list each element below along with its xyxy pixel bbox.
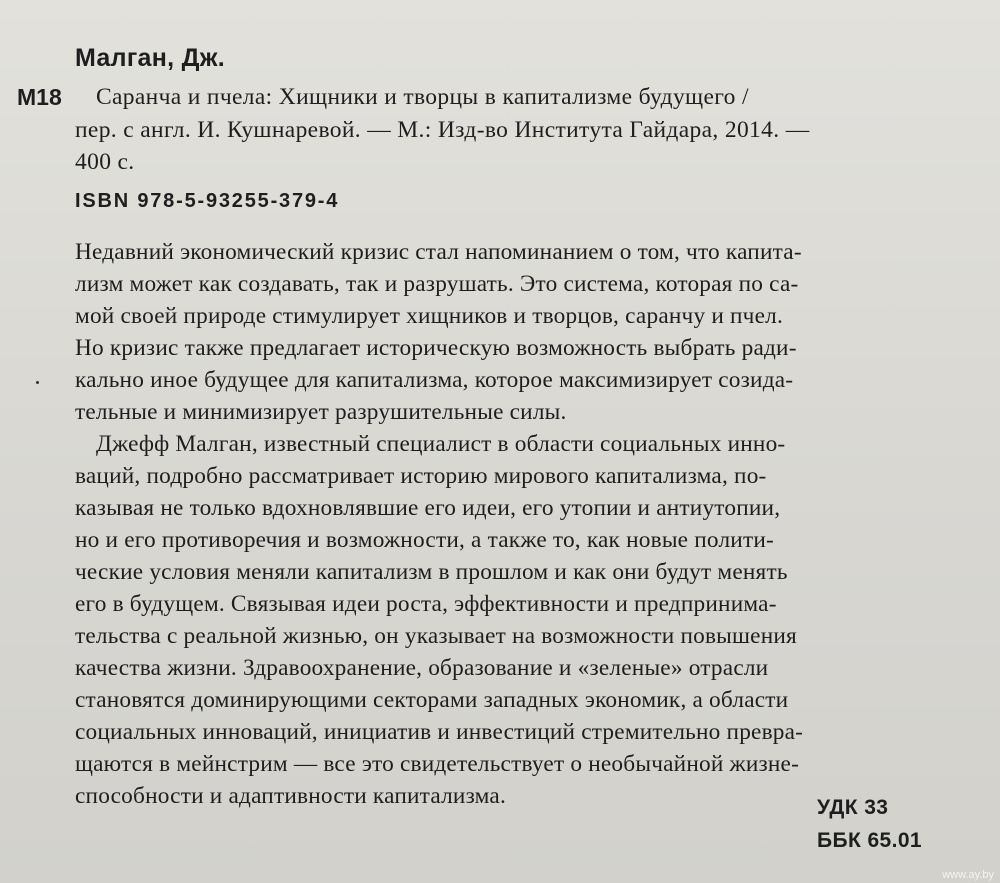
abstract-line: Джефф Малган, известный специалист в области социальных инно- (96, 431, 786, 457)
bbk-code: ББК 65.01 (817, 829, 922, 852)
abstract-line: тельства с реальной жизнью, он указывает на возможности повышения (75, 623, 797, 649)
abstract-line: лизм может как создавать, так и разрушать. Это система, которая по са- (75, 271, 799, 297)
abstract-line: Но кризис также предлагает историческую возможность выбрать ради- (75, 335, 797, 361)
bibliographic-line: 400 с. (75, 149, 135, 175)
udc-code: УДК 33 (817, 796, 889, 819)
bibliographic-line: Саранча и пчела: Хищники и творцы в капитализме будущего / (96, 84, 749, 110)
abstract-line: ческие условия меняли капитализм в прошлом и как они будут менять (75, 559, 788, 585)
abstract-line: тельные и минимизирует разрушительные силы. (75, 399, 567, 425)
abstract-line: социальных инноваций, инициатив и инвестиций стремительно превра- (75, 719, 804, 745)
abstract-line: способности и адаптивности капитализма. (75, 783, 506, 809)
abstract-line: кально иное будущее для капитализма, которое максимизирует созида- (75, 367, 794, 393)
abstract-line: мой своей природе стимулирует хищников и творцов, саранчу и пчел. (75, 303, 783, 329)
abstract-line: но и его противоречия и возможности, а также то, как новые полити- (75, 527, 774, 553)
abstract-line: казывая не только вдохновлявшие его идеи, его утопии и антиутопии, (75, 495, 781, 521)
abstract-line: становятся доминирующими секторами западных экономик, а области (75, 687, 789, 713)
abstract-line: его в будущем. Связывая идеи роста, эффективности и предпринима- (75, 591, 777, 617)
abstract-line: качества жизни. Здравоохранение, образование и «зеленые» отрасли (75, 655, 769, 681)
isbn: ISBN 978-5-93255-379-4 (75, 190, 340, 212)
abstract-line: Недавний экономический кризис стал напоминанием о том, что капита- (75, 239, 802, 265)
author-name: Малган, Дж. (75, 44, 226, 72)
print-speck (36, 381, 39, 384)
abstract-line: щаются в мейнстрим — все это свидетельствует о необычайной жизне- (75, 751, 800, 777)
abstract-line: ваций, подробно рассматривает историю мирового капитализма, по- (75, 463, 767, 489)
watermark: www.ay.by (942, 869, 994, 881)
author-mark-code: М18 (17, 84, 62, 110)
bibliographic-line: пер. с англ. И. Кушнаревой. — М.: Изд-во Института Гайдара, 2014. — (75, 117, 810, 143)
